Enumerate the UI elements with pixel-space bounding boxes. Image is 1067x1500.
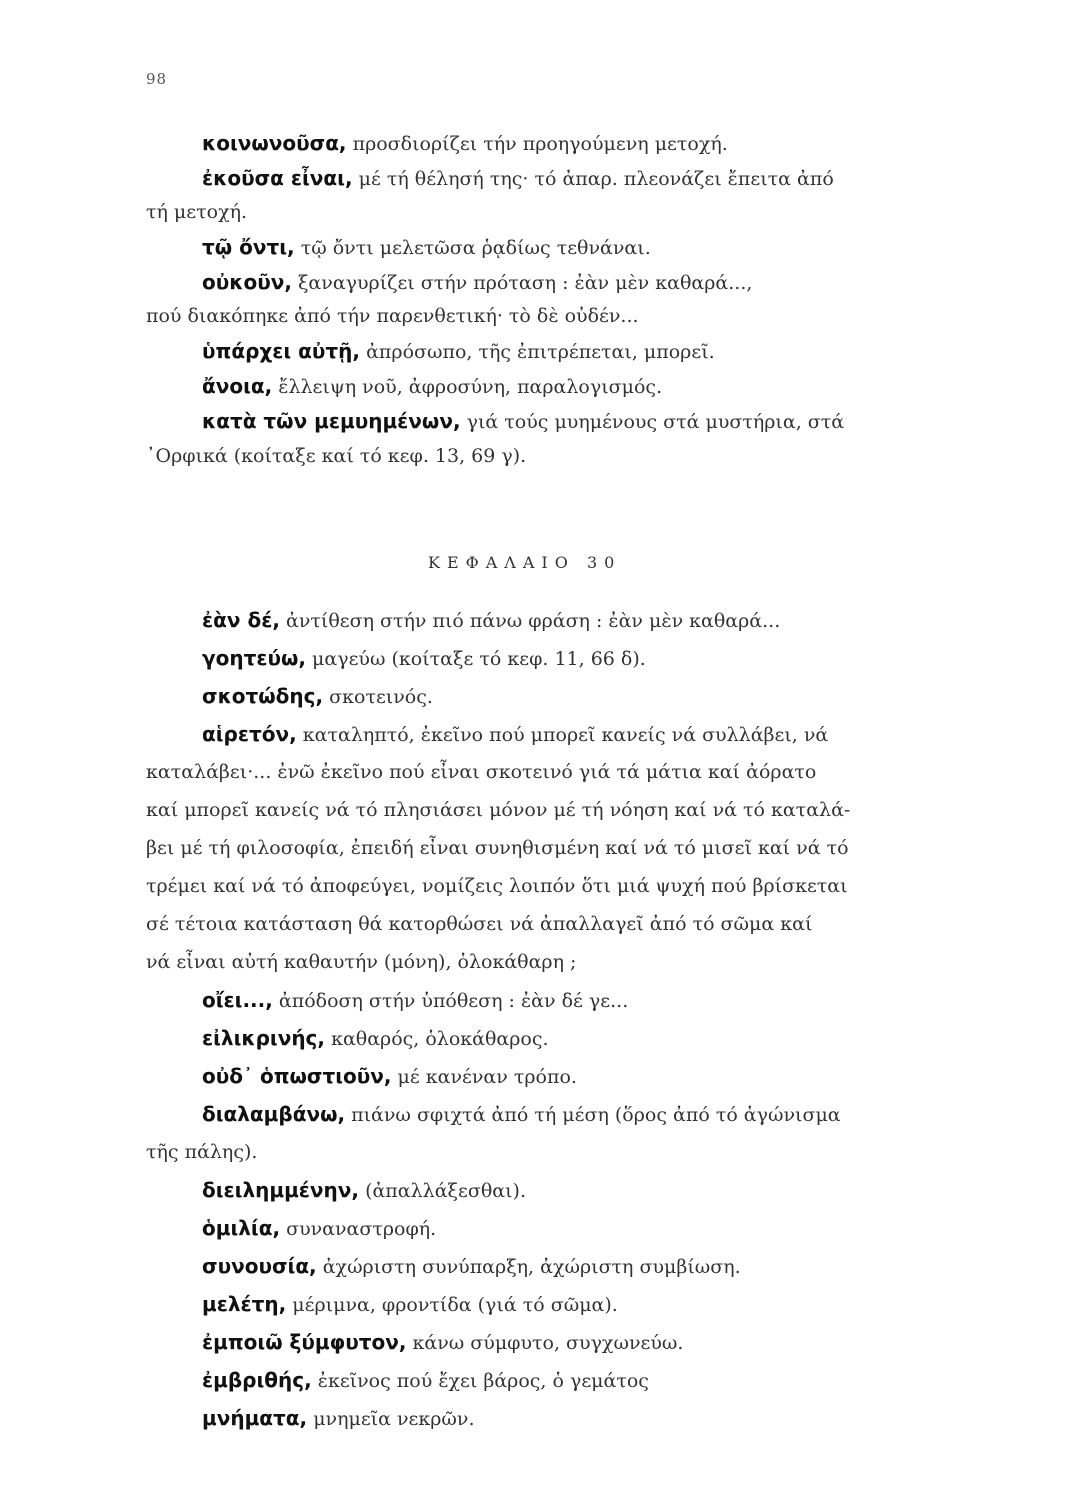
entry-definition: καταληπτό, ἐκεῖνο πού μπορεῖ κανείς νά συλλάβει, νά <box>302 724 829 746</box>
entry-term: γοητεύω, <box>202 646 306 670</box>
chapter-heading: ΚΕΦΑΛΑΙΟ 30 <box>428 553 622 572</box>
entry-definition: τῷ ὄντι μελετῶσα ῥᾳδίως τεθνάναι. <box>300 237 651 259</box>
continuation-line <box>146 757 816 787</box>
entry-definition: πιάνω σφιχτά ἀπό τή μέση (ὅρος ἀπό τό ἀγώνισμα <box>351 1104 841 1126</box>
entry-term: ἐὰν δέ, <box>202 608 280 632</box>
entry-line <box>202 163 834 193</box>
entry-line <box>202 1365 649 1395</box>
entry-line <box>202 371 662 401</box>
entry-definition: καθαρός, ὁλοκάθαρος. <box>331 1028 549 1050</box>
entry-definition: τρέμει καί νά τό ἀποφεύγει, νομίζεις λοιπόν ὅτι μιά ψυχή πού βρίσκεται <box>146 875 848 897</box>
continuation-line <box>146 909 812 939</box>
entry-definition: ἔλλειψη νοῦ, ἀφροσύνη, παραλογισμός. <box>278 376 663 398</box>
entry-line <box>202 1099 841 1129</box>
entry-definition: ἐκεῖνος πού ἔχει βάρος, ὁ γεμάτος <box>317 1370 649 1392</box>
entry-line <box>202 681 433 711</box>
entry-definition: τῆς πάλης). <box>146 1141 258 1163</box>
entry-term: ὑπάρχει αὐτῇ, <box>202 339 361 363</box>
entry-term: ἄνοια, <box>202 374 273 398</box>
entry-term: οὐκοῦν, <box>202 270 292 294</box>
entry-definition: ἀπρόσωπο, τῆς ἐπιτρέπεται, μπορεῖ. <box>366 341 715 363</box>
continuation-line <box>146 947 576 977</box>
entry-term: διειλημμένην, <box>202 1178 360 1202</box>
entry-definition: καταλάβει·... ἐνῶ ἐκεῖνο πού εἶναι σκοτεινό γιά τά μάτια καί ἀόρατο <box>146 761 817 783</box>
entry-definition: ᾿Ορφικά (κοίταξε καί τό κεφ. 13, 69 γ). <box>146 445 527 467</box>
continuation-line <box>146 197 247 227</box>
entry-term: συνουσία, <box>202 1254 317 1278</box>
entry-line <box>202 406 844 436</box>
page-number: 98 <box>146 70 168 88</box>
entry-term: διαλαμβάνω, <box>202 1102 346 1126</box>
entry-term: τῷ ὄντι, <box>202 235 295 259</box>
entry-term: κοινωνοῦσα, <box>202 131 347 155</box>
entry-line <box>202 336 715 366</box>
entry-definition: πού διακόπηκε ἀπό τήν παρενθετική· τὸ δὲ οὐδέν... <box>146 305 639 327</box>
entry-definition: βει μέ τή φιλοσοφία, ἐπειδή εἶναι συνηθισμένη καί νά τό μισεῖ καί νά τό <box>146 837 849 859</box>
entry-term: σκοτώδης, <box>202 684 324 708</box>
entry-term: ἐμβριθής, <box>202 1368 312 1392</box>
entry-term: οὐδ᾿ ὁπωστιοῦν, <box>202 1064 392 1088</box>
continuation-line <box>146 301 639 331</box>
entry-line <box>202 1023 549 1053</box>
entry-definition: μνημεῖα νεκρῶν. <box>313 1408 475 1430</box>
entry-definition: μέ τή θέλησή της· τό ἀπαρ. πλεονάζει ἔπειτα ἀπό <box>358 168 834 190</box>
entry-term: μελέτη, <box>202 1292 287 1316</box>
entry-definition: μαγεύω (κοίταξε τό κεφ. 11, 66 δ). <box>312 648 646 670</box>
entry-line <box>202 267 752 297</box>
continuation-line <box>146 795 850 825</box>
entry-definition: τή μετοχή. <box>146 201 248 223</box>
entry-line <box>202 1327 683 1357</box>
entry-definition: ξαναγυρίζει στήν πρόταση : ἐὰν μὲν καθαρά..., <box>297 272 753 294</box>
entry-definition: νά εἶναι αὐτή καθαυτήν (μόνη), ὁλοκάθαρη ; <box>146 951 577 973</box>
entry-term: εἰλικρινής, <box>202 1026 326 1050</box>
entry-definition: μέ κανέναν τρόπο. <box>397 1066 577 1088</box>
entry-term: οἴει..., <box>202 988 273 1012</box>
entry-definition: μέριμνα, φροντίδα (γιά τό σῶμα). <box>292 1294 618 1316</box>
entry-definition: σκοτεινός. <box>329 686 433 708</box>
entry-definition: ἀντίθεση στήν πιό πάνω φράση : ἐὰν μὲν καθαρά... <box>285 610 781 632</box>
entry-definition: γιά τούς μυημένους στά μυστήρια, στά <box>466 411 845 433</box>
entry-line <box>202 1061 577 1091</box>
entry-definition: ἀπόδοση στήν ὑπόθεση : ἐὰν δέ γε... <box>278 990 629 1012</box>
entry-term: ὁμιλία, <box>202 1216 281 1240</box>
entry-line <box>202 1213 436 1243</box>
entry-line <box>202 1251 741 1281</box>
entry-line <box>202 1289 618 1319</box>
entry-line <box>202 643 646 673</box>
entry-definition: σέ τέτοια κατάσταση θά κατορθώσει νά ἀπαλλαγεῖ ἀπό τό σῶμα καί <box>146 913 813 935</box>
entry-term: αἱρετόν, <box>202 722 297 746</box>
entry-line <box>202 232 651 262</box>
entry-line <box>202 128 728 158</box>
entry-line <box>202 1175 526 1205</box>
entry-definition: ἀχώριστη συνύπαρξη, ἀχώριστη συμβίωση. <box>322 1256 741 1278</box>
entry-term: ἐκοῦσα εἶναι, <box>202 166 353 190</box>
entry-term: μνήματα, <box>202 1406 308 1430</box>
entry-definition: συναναστροφή. <box>286 1218 437 1240</box>
entry-definition: καί μπορεῖ κανείς νά τό πλησιάσει μόνον μέ τή νόηση καί νά τό καταλά- <box>146 799 851 821</box>
continuation-line <box>146 871 848 901</box>
entry-line <box>202 605 780 635</box>
entry-line <box>202 719 828 749</box>
continuation-line <box>146 441 526 471</box>
entry-definition: προσδιορίζει τήν προηγούμενη μετοχή. <box>352 133 728 155</box>
entry-term: κατὰ τῶν μεμυημένων, <box>202 409 461 433</box>
entry-line <box>202 1403 475 1433</box>
continuation-line <box>146 833 849 863</box>
entry-line <box>202 985 628 1015</box>
entry-definition: κάνω σύμφυτο, συγχωνεύω. <box>412 1332 684 1354</box>
continuation-line <box>146 1137 257 1167</box>
entry-term: ἐμποιῶ ξύμφυτον, <box>202 1330 407 1354</box>
entry-definition: (ἀπαλλάξεσθαι). <box>365 1180 526 1202</box>
